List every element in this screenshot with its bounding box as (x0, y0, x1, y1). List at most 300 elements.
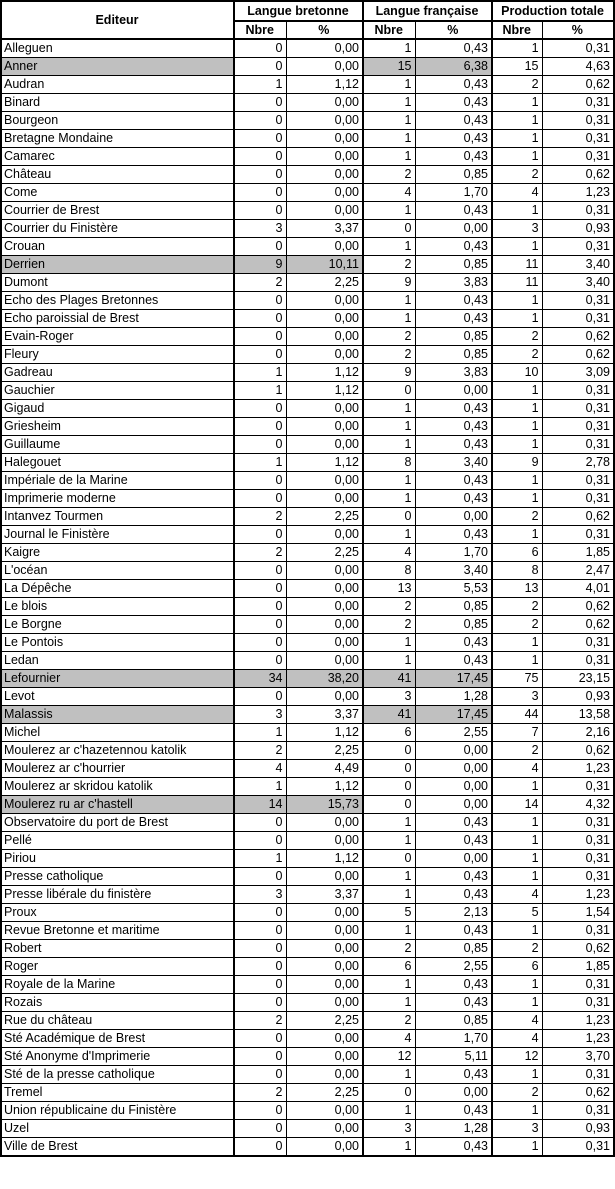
cell-total-pct: 0,31 (542, 778, 614, 796)
cell-bt-nbre: 3 (234, 220, 286, 238)
cell-bt-pct: 0,00 (286, 166, 363, 184)
table-row (1, 976, 614, 994)
table-row (1, 76, 614, 94)
cell-bt-nbre: 0 (234, 148, 286, 166)
cell-bt-nbre: 0 (234, 904, 286, 922)
cell-bt-pct: 0,00 (286, 832, 363, 850)
cell-bt-pct: 0,00 (286, 688, 363, 706)
cell-fr-nbre: 8 (363, 562, 415, 580)
cell-bt-nbre: 0 (234, 580, 286, 598)
cell-fr-pct: 0,00 (415, 778, 492, 796)
cell-bt-pct: 0,00 (286, 922, 363, 940)
table-row (1, 130, 614, 148)
cell-bt-pct: 0,00 (286, 598, 363, 616)
table-row (1, 850, 614, 868)
cell-bt-nbre: 0 (234, 58, 286, 76)
cell-fr-nbre: 9 (363, 364, 415, 382)
cell-bt-nbre: 2 (234, 1084, 286, 1102)
cell-total-nbre: 6 (492, 958, 542, 976)
editor-name-cell: Moulerez ar c'hourrier (1, 760, 234, 778)
editor-name-cell: Gadreau (1, 364, 234, 382)
cell-bt-nbre: 1 (234, 778, 286, 796)
cell-fr-pct: 0,00 (415, 382, 492, 400)
cell-fr-pct: 2,55 (415, 958, 492, 976)
cell-bt-nbre: 0 (234, 400, 286, 418)
cell-total-nbre: 1 (492, 652, 542, 670)
cell-bt-pct: 1,12 (286, 724, 363, 742)
editor-name-cell: L'océan (1, 562, 234, 580)
cell-fr-pct: 0,00 (415, 220, 492, 238)
cell-fr-pct: 0,43 (415, 886, 492, 904)
cell-total-nbre: 1 (492, 238, 542, 256)
table-row (1, 688, 614, 706)
cell-bt-nbre: 0 (234, 39, 286, 58)
cell-bt-nbre: 0 (234, 832, 286, 850)
cell-fr-pct: 17,45 (415, 706, 492, 724)
cell-total-nbre: 2 (492, 328, 542, 346)
editor-name-cell: Royale de la Marine (1, 976, 234, 994)
table-row (1, 39, 614, 58)
cell-fr-pct: 0,43 (415, 652, 492, 670)
editor-name-cell: Halegouet (1, 454, 234, 472)
column-group-langue-francaise: Langue française (363, 1, 492, 21)
cell-total-pct: 1,23 (542, 760, 614, 778)
cell-total-nbre: 1 (492, 472, 542, 490)
cell-bt-pct: 3,37 (286, 706, 363, 724)
table-row (1, 256, 614, 274)
table-row (1, 922, 614, 940)
editor-name-cell: La Dépêche (1, 580, 234, 598)
cell-fr-nbre: 1 (363, 814, 415, 832)
cell-bt-pct: 0,00 (286, 418, 363, 436)
cell-total-nbre: 2 (492, 76, 542, 94)
cell-bt-nbre: 14 (234, 796, 286, 814)
cell-bt-nbre: 0 (234, 490, 286, 508)
cell-total-nbre: 1 (492, 202, 542, 220)
cell-fr-pct: 0,43 (415, 994, 492, 1012)
cell-fr-nbre: 0 (363, 760, 415, 778)
table-row (1, 400, 614, 418)
cell-total-nbre: 1 (492, 310, 542, 328)
column-group-langue-bretonne: Langue bretonne (234, 1, 363, 21)
table-row (1, 292, 614, 310)
cell-bt-pct: 38,20 (286, 670, 363, 688)
cell-fr-pct: 0,85 (415, 166, 492, 184)
cell-bt-nbre: 0 (234, 598, 286, 616)
cell-fr-pct: 6,38 (415, 58, 492, 76)
table-row (1, 58, 614, 76)
cell-fr-nbre: 1 (363, 238, 415, 256)
cell-total-nbre: 1 (492, 130, 542, 148)
cell-bt-nbre: 1 (234, 724, 286, 742)
cell-total-pct: 0,62 (542, 346, 614, 364)
cell-total-pct: 0,31 (542, 94, 614, 112)
cell-fr-nbre: 1 (363, 490, 415, 508)
cell-bt-nbre: 0 (234, 922, 286, 940)
cell-bt-nbre: 0 (234, 868, 286, 886)
cell-total-pct: 0,31 (542, 39, 614, 58)
cell-fr-pct: 1,28 (415, 688, 492, 706)
column-header-total-nbre: Nbre (492, 21, 542, 39)
editor-name-cell: Bourgeon (1, 112, 234, 130)
cell-total-nbre: 1 (492, 1138, 542, 1157)
cell-bt-pct: 0,00 (286, 202, 363, 220)
cell-bt-pct: 3,37 (286, 220, 363, 238)
cell-total-nbre: 14 (492, 796, 542, 814)
cell-bt-nbre: 0 (234, 1120, 286, 1138)
table-row (1, 886, 614, 904)
table-row (1, 1012, 614, 1030)
cell-fr-nbre: 1 (363, 922, 415, 940)
cell-fr-pct: 0,00 (415, 850, 492, 868)
cell-bt-nbre: 0 (234, 814, 286, 832)
cell-bt-nbre: 3 (234, 886, 286, 904)
cell-bt-nbre: 34 (234, 670, 286, 688)
cell-total-nbre: 1 (492, 634, 542, 652)
table-row (1, 1066, 614, 1084)
cell-fr-nbre: 8 (363, 454, 415, 472)
editor-name-cell: Come (1, 184, 234, 202)
editor-name-cell: Binard (1, 94, 234, 112)
cell-total-nbre: 1 (492, 490, 542, 508)
table-row (1, 346, 614, 364)
table-row (1, 274, 614, 292)
editor-name-cell: Imprimerie moderne (1, 490, 234, 508)
cell-total-nbre: 1 (492, 922, 542, 940)
editor-name-cell: Audran (1, 76, 234, 94)
cell-total-pct: 0,62 (542, 76, 614, 94)
cell-total-nbre: 1 (492, 526, 542, 544)
cell-total-nbre: 2 (492, 346, 542, 364)
table-row (1, 904, 614, 922)
cell-bt-nbre: 0 (234, 1048, 286, 1066)
cell-bt-pct: 0,00 (286, 310, 363, 328)
cell-bt-pct: 0,00 (286, 904, 363, 922)
cell-total-nbre: 1 (492, 382, 542, 400)
cell-fr-pct: 0,43 (415, 39, 492, 58)
cell-fr-nbre: 41 (363, 706, 415, 724)
cell-fr-pct: 0,85 (415, 1012, 492, 1030)
editor-name-cell: Lefournier (1, 670, 234, 688)
cell-bt-pct: 0,00 (286, 1066, 363, 1084)
cell-total-pct: 0,62 (542, 940, 614, 958)
cell-fr-pct: 3,83 (415, 274, 492, 292)
cell-fr-nbre: 1 (363, 202, 415, 220)
cell-fr-nbre: 1 (363, 994, 415, 1012)
cell-total-pct: 23,15 (542, 670, 614, 688)
cell-bt-pct: 0,00 (286, 994, 363, 1012)
cell-fr-pct: 0,43 (415, 976, 492, 994)
editor-name-cell: Echo des Plages Bretonnes (1, 292, 234, 310)
editor-name-cell: Fleury (1, 346, 234, 364)
cell-fr-pct: 17,45 (415, 670, 492, 688)
cell-bt-pct: 0,00 (286, 184, 363, 202)
cell-fr-pct: 0,43 (415, 94, 492, 112)
editor-name-cell: Observatoire du port de Brest (1, 814, 234, 832)
cell-bt-nbre: 2 (234, 742, 286, 760)
cell-total-pct: 0,31 (542, 112, 614, 130)
cell-bt-pct: 2,25 (286, 274, 363, 292)
cell-bt-pct: 1,12 (286, 382, 363, 400)
editor-name-cell: Journal le Finistère (1, 526, 234, 544)
cell-total-nbre: 1 (492, 832, 542, 850)
cell-total-pct: 0,31 (542, 922, 614, 940)
cell-fr-nbre: 2 (363, 616, 415, 634)
cell-total-nbre: 11 (492, 274, 542, 292)
cell-fr-nbre: 0 (363, 220, 415, 238)
cell-bt-nbre: 0 (234, 634, 286, 652)
editor-name-cell: Courrier de Brest (1, 202, 234, 220)
table-row (1, 112, 614, 130)
cell-bt-pct: 1,12 (286, 454, 363, 472)
cell-bt-nbre: 0 (234, 436, 286, 454)
cell-total-pct: 0,31 (542, 130, 614, 148)
cell-bt-nbre: 1 (234, 76, 286, 94)
table-row (1, 418, 614, 436)
editor-name-cell: Uzel (1, 1120, 234, 1138)
cell-total-nbre: 75 (492, 670, 542, 688)
editor-name-cell: Rozais (1, 994, 234, 1012)
cell-fr-pct: 1,70 (415, 1030, 492, 1048)
cell-total-nbre: 1 (492, 94, 542, 112)
editor-name-cell: Ledan (1, 652, 234, 670)
cell-fr-pct: 0,85 (415, 616, 492, 634)
table-row (1, 832, 614, 850)
cell-fr-nbre: 1 (363, 310, 415, 328)
cell-fr-pct: 3,40 (415, 454, 492, 472)
cell-fr-pct: 0,00 (415, 1084, 492, 1102)
cell-total-pct: 0,62 (542, 598, 614, 616)
table-row (1, 166, 614, 184)
editor-name-cell: Robert (1, 940, 234, 958)
cell-fr-pct: 3,83 (415, 364, 492, 382)
cell-fr-nbre: 1 (363, 868, 415, 886)
table-row (1, 652, 614, 670)
cell-total-nbre: 4 (492, 1012, 542, 1030)
cell-bt-nbre: 1 (234, 454, 286, 472)
cell-total-nbre: 1 (492, 868, 542, 886)
cell-total-pct: 4,63 (542, 58, 614, 76)
cell-fr-pct: 0,43 (415, 1066, 492, 1084)
cell-bt-nbre: 0 (234, 292, 286, 310)
cell-total-nbre: 1 (492, 112, 542, 130)
cell-bt-pct: 0,00 (286, 634, 363, 652)
cell-total-pct: 1,23 (542, 1012, 614, 1030)
cell-fr-pct: 0,43 (415, 202, 492, 220)
cell-bt-nbre: 0 (234, 994, 286, 1012)
cell-total-nbre: 1 (492, 39, 542, 58)
cell-total-nbre: 2 (492, 166, 542, 184)
cell-bt-pct: 1,12 (286, 778, 363, 796)
editor-name-cell: Piriou (1, 850, 234, 868)
cell-bt-pct: 0,00 (286, 400, 363, 418)
table-row (1, 868, 614, 886)
cell-total-nbre: 2 (492, 616, 542, 634)
cell-bt-pct: 0,00 (286, 1048, 363, 1066)
table-row (1, 1030, 614, 1048)
table-row (1, 706, 614, 724)
cell-total-pct: 0,31 (542, 148, 614, 166)
cell-bt-nbre: 9 (234, 256, 286, 274)
editor-name-cell: Ville de Brest (1, 1138, 234, 1157)
cell-fr-nbre: 1 (363, 130, 415, 148)
cell-fr-nbre: 0 (363, 508, 415, 526)
cell-total-pct: 0,31 (542, 472, 614, 490)
table-row (1, 1048, 614, 1066)
cell-fr-nbre: 1 (363, 652, 415, 670)
cell-total-pct: 0,31 (542, 418, 614, 436)
cell-fr-pct: 0,43 (415, 814, 492, 832)
cell-bt-nbre: 1 (234, 382, 286, 400)
cell-fr-pct: 0,43 (415, 922, 492, 940)
cell-total-pct: 0,31 (542, 652, 614, 670)
cell-total-pct: 0,31 (542, 832, 614, 850)
editor-name-cell: Michel (1, 724, 234, 742)
cell-fr-nbre: 1 (363, 76, 415, 94)
editor-name-cell: Derrien (1, 256, 234, 274)
cell-total-pct: 0,31 (542, 1066, 614, 1084)
cell-fr-nbre: 1 (363, 976, 415, 994)
cell-total-pct: 1,23 (542, 1030, 614, 1048)
cell-total-nbre: 13 (492, 580, 542, 598)
cell-total-nbre: 1 (492, 436, 542, 454)
cell-total-nbre: 1 (492, 400, 542, 418)
table-row (1, 562, 614, 580)
table-row (1, 616, 614, 634)
cell-total-pct: 4,32 (542, 796, 614, 814)
cell-fr-nbre: 2 (363, 1012, 415, 1030)
cell-total-nbre: 44 (492, 706, 542, 724)
cell-fr-nbre: 1 (363, 436, 415, 454)
cell-bt-nbre: 0 (234, 418, 286, 436)
editor-name-cell: Echo paroissial de Brest (1, 310, 234, 328)
cell-bt-nbre: 0 (234, 130, 286, 148)
cell-bt-nbre: 0 (234, 1066, 286, 1084)
cell-bt-nbre: 0 (234, 1102, 286, 1120)
cell-total-pct: 0,62 (542, 616, 614, 634)
cell-total-pct: 0,31 (542, 310, 614, 328)
cell-total-nbre: 8 (492, 562, 542, 580)
table-row (1, 814, 614, 832)
editor-name-cell: Gigaud (1, 400, 234, 418)
cell-bt-pct: 2,25 (286, 1012, 363, 1030)
cell-total-pct: 0,62 (542, 166, 614, 184)
cell-bt-pct: 0,00 (286, 58, 363, 76)
cell-fr-nbre: 2 (363, 328, 415, 346)
table-row (1, 436, 614, 454)
editor-name-cell: Gauchier (1, 382, 234, 400)
cell-total-nbre: 11 (492, 256, 542, 274)
cell-total-pct: 0,31 (542, 976, 614, 994)
cell-fr-nbre: 1 (363, 400, 415, 418)
cell-fr-pct: 5,53 (415, 580, 492, 598)
editor-name-cell: Guillaume (1, 436, 234, 454)
table-row (1, 940, 614, 958)
cell-bt-nbre: 0 (234, 310, 286, 328)
cell-fr-pct: 0,43 (415, 310, 492, 328)
cell-total-pct: 0,31 (542, 490, 614, 508)
cell-total-pct: 3,70 (542, 1048, 614, 1066)
cell-fr-nbre: 0 (363, 796, 415, 814)
cell-total-nbre: 1 (492, 418, 542, 436)
cell-bt-nbre: 0 (234, 184, 286, 202)
table-row (1, 328, 614, 346)
cell-fr-pct: 1,70 (415, 184, 492, 202)
cell-fr-nbre: 2 (363, 346, 415, 364)
cell-total-pct: 0,31 (542, 868, 614, 886)
cell-fr-pct: 1,70 (415, 544, 492, 562)
cell-total-pct: 2,16 (542, 724, 614, 742)
cell-total-pct: 0,31 (542, 814, 614, 832)
cell-total-nbre: 2 (492, 742, 542, 760)
cell-fr-nbre: 1 (363, 39, 415, 58)
cell-bt-pct: 0,00 (286, 1120, 363, 1138)
cell-fr-nbre: 0 (363, 742, 415, 760)
cell-bt-pct: 2,25 (286, 1084, 363, 1102)
cell-bt-pct: 0,00 (286, 580, 363, 598)
cell-total-pct: 13,58 (542, 706, 614, 724)
cell-total-pct: 0,31 (542, 238, 614, 256)
cell-fr-pct: 0,43 (415, 634, 492, 652)
cell-total-pct: 0,31 (542, 526, 614, 544)
cell-fr-pct: 0,00 (415, 508, 492, 526)
cell-bt-nbre: 1 (234, 364, 286, 382)
cell-bt-pct: 0,00 (286, 328, 363, 346)
editor-name-cell: Evain-Roger (1, 328, 234, 346)
cell-fr-pct: 0,43 (415, 436, 492, 454)
cell-fr-nbre: 1 (363, 526, 415, 544)
cell-fr-nbre: 6 (363, 724, 415, 742)
cell-bt-pct: 1,12 (286, 850, 363, 868)
cell-fr-nbre: 4 (363, 184, 415, 202)
cell-fr-nbre: 3 (363, 1120, 415, 1138)
cell-fr-pct: 0,43 (415, 490, 492, 508)
cell-bt-pct: 0,00 (286, 436, 363, 454)
cell-bt-nbre: 0 (234, 1030, 286, 1048)
table-row (1, 580, 614, 598)
cell-total-nbre: 2 (492, 508, 542, 526)
cell-fr-pct: 0,43 (415, 868, 492, 886)
cell-bt-nbre: 2 (234, 274, 286, 292)
cell-bt-nbre: 0 (234, 688, 286, 706)
cell-total-nbre: 15 (492, 58, 542, 76)
cell-bt-nbre: 2 (234, 508, 286, 526)
cell-bt-nbre: 0 (234, 112, 286, 130)
table-row (1, 202, 614, 220)
cell-fr-pct: 0,85 (415, 256, 492, 274)
cell-total-nbre: 1 (492, 976, 542, 994)
cell-bt-pct: 0,00 (286, 814, 363, 832)
cell-fr-nbre: 1 (363, 94, 415, 112)
cell-fr-pct: 0,43 (415, 526, 492, 544)
cell-fr-nbre: 5 (363, 904, 415, 922)
cell-total-nbre: 10 (492, 364, 542, 382)
cell-bt-pct: 0,00 (286, 958, 363, 976)
column-header-bt-nbre: Nbre (234, 21, 286, 39)
cell-total-nbre: 1 (492, 1066, 542, 1084)
table-row (1, 778, 614, 796)
column-header-total-pct: % (542, 21, 614, 39)
cell-total-pct: 0,93 (542, 220, 614, 238)
cell-total-pct: 0,93 (542, 688, 614, 706)
editor-name-cell: Tremel (1, 1084, 234, 1102)
cell-fr-pct: 2,55 (415, 724, 492, 742)
cell-bt-pct: 3,37 (286, 886, 363, 904)
cell-total-nbre: 1 (492, 814, 542, 832)
cell-bt-pct: 0,00 (286, 238, 363, 256)
cell-fr-nbre: 1 (363, 1066, 415, 1084)
cell-bt-pct: 0,00 (286, 1138, 363, 1157)
